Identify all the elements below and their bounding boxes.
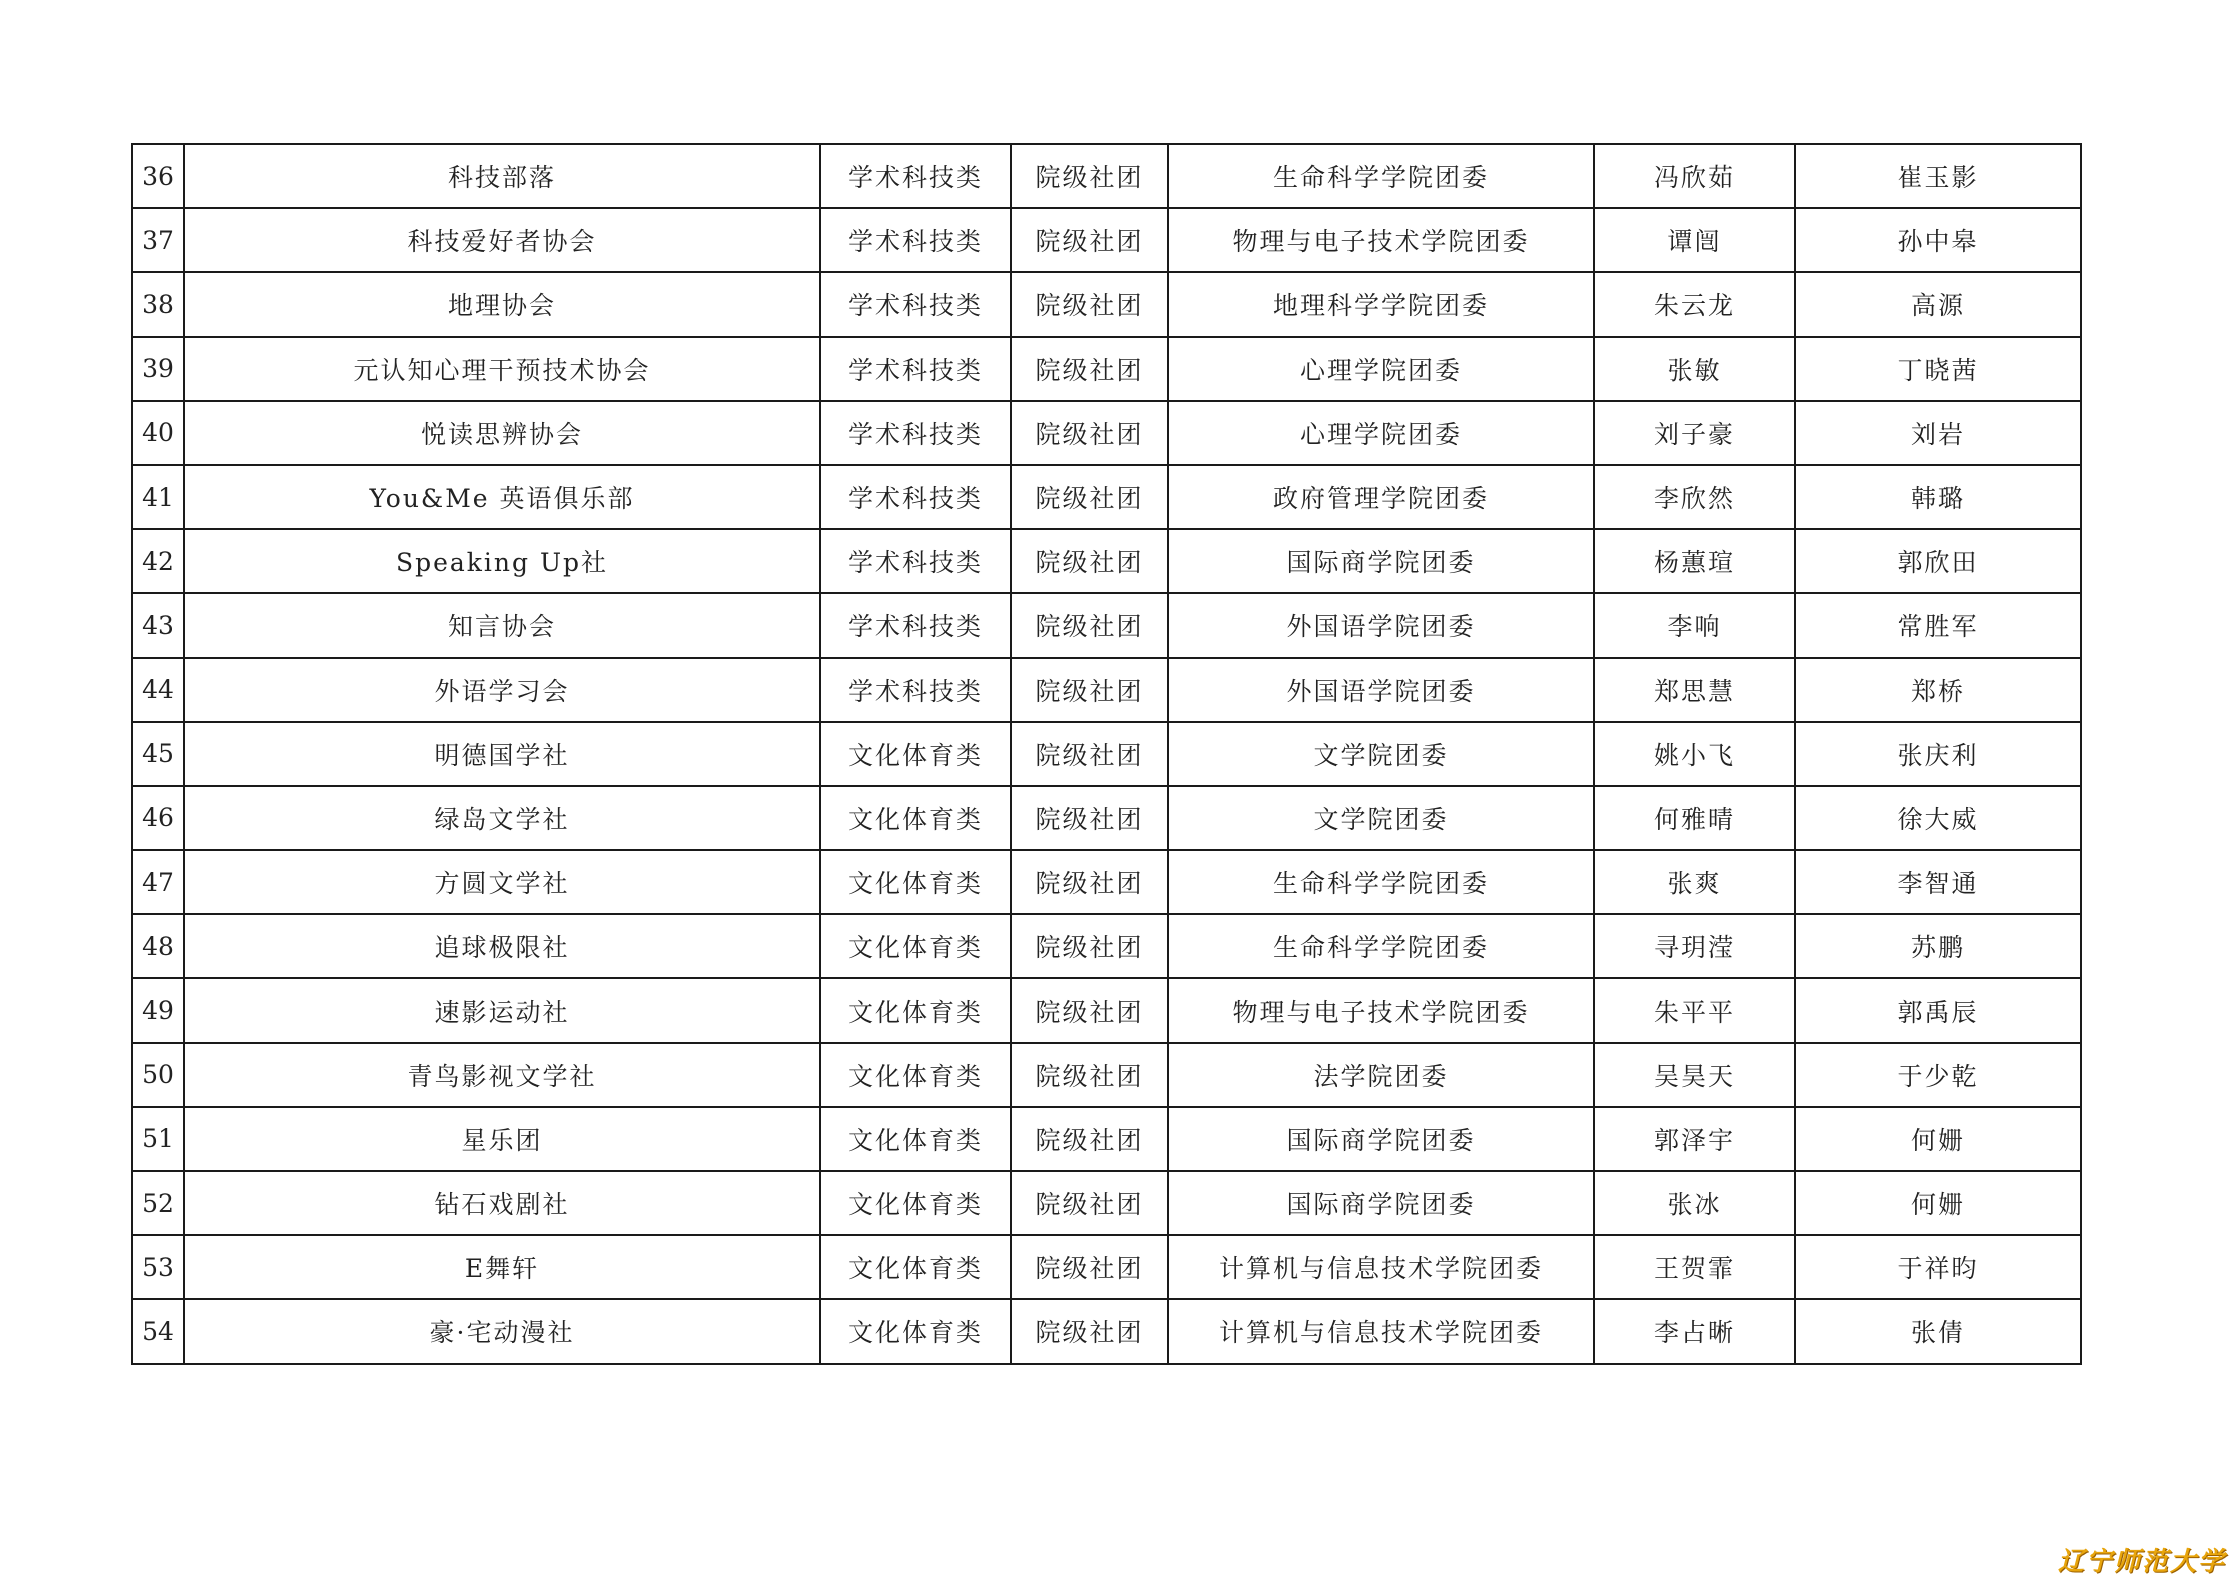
supervising-unit-cell: 物理与电子技术学院团委 — [1168, 978, 1594, 1042]
club-leader-cell: 姚小飞 — [1594, 722, 1795, 786]
supervising-unit-cell: 文学院团委 — [1168, 786, 1594, 850]
club-leader-cell: 杨蕙瑄 — [1594, 529, 1795, 593]
table-row — [132, 1235, 2081, 1299]
row-number-cell: 37 — [132, 208, 184, 272]
club-level-cell: 院级社团 — [1011, 208, 1168, 272]
supervising-unit-cell: 计算机与信息技术学院团委 — [1168, 1235, 1594, 1299]
club-advisor-cell: 何姗 — [1795, 1171, 2081, 1235]
club-category-cell: 学术科技类 — [820, 465, 1011, 529]
club-name-cell: 绿岛文学社 — [184, 786, 820, 850]
club-name-cell: 速影运动社 — [184, 978, 820, 1042]
supervising-unit-cell: 国际商学院团委 — [1168, 1171, 1594, 1235]
row-number-cell: 36 — [132, 144, 184, 208]
club-leader-cell: 张爽 — [1594, 850, 1795, 914]
club-name-cell: 科技爱好者协会 — [184, 208, 820, 272]
supervising-unit-cell: 生命科学学院团委 — [1168, 144, 1594, 208]
row-number-cell: 51 — [132, 1107, 184, 1171]
supervising-unit-cell: 国际商学院团委 — [1168, 529, 1594, 593]
club-category-cell: 文化体育类 — [820, 722, 1011, 786]
club-advisor-cell: 徐大威 — [1795, 786, 2081, 850]
club-leader-cell: 朱云龙 — [1594, 272, 1795, 336]
club-name-cell: 元认知心理干预技术协会 — [184, 337, 820, 401]
table-row — [132, 1043, 2081, 1107]
club-level-cell: 院级社团 — [1011, 529, 1168, 593]
club-level-cell: 院级社团 — [1011, 978, 1168, 1042]
club-category-cell: 文化体育类 — [820, 1107, 1011, 1171]
club-advisor-cell: 刘岩 — [1795, 401, 2081, 465]
club-leader-cell: 张敏 — [1594, 337, 1795, 401]
club-level-cell: 院级社团 — [1011, 914, 1168, 978]
club-leader-cell: 郭泽宇 — [1594, 1107, 1795, 1171]
club-name-cell: 地理协会 — [184, 272, 820, 336]
club-leader-cell: 李响 — [1594, 593, 1795, 657]
row-number-cell: 41 — [132, 465, 184, 529]
supervising-unit-cell: 生命科学学院团委 — [1168, 850, 1594, 914]
club-category-cell: 文化体育类 — [820, 978, 1011, 1042]
table-row — [132, 1107, 2081, 1171]
row-number-cell: 42 — [132, 529, 184, 593]
club-advisor-cell: 于祥昀 — [1795, 1235, 2081, 1299]
supervising-unit-cell: 国际商学院团委 — [1168, 1107, 1594, 1171]
club-advisor-cell: 丁晓茜 — [1795, 337, 2081, 401]
club-advisor-cell: 崔玉影 — [1795, 144, 2081, 208]
club-name-cell: 知言协会 — [184, 593, 820, 657]
club-category-cell: 学术科技类 — [820, 529, 1011, 593]
supervising-unit-cell: 物理与电子技术学院团委 — [1168, 208, 1594, 272]
club-advisor-cell: 高源 — [1795, 272, 2081, 336]
row-number-cell: 50 — [132, 1043, 184, 1107]
club-advisor-cell: 郭禹辰 — [1795, 978, 2081, 1042]
club-category-cell: 学术科技类 — [820, 401, 1011, 465]
row-number-cell: 46 — [132, 786, 184, 850]
table-row — [132, 914, 2081, 978]
club-name-cell: 明德国学社 — [184, 722, 820, 786]
club-name-cell: 方圆文学社 — [184, 850, 820, 914]
club-level-cell: 院级社团 — [1011, 1299, 1168, 1363]
row-number-cell: 49 — [132, 978, 184, 1042]
supervising-unit-cell: 政府管理学院团委 — [1168, 465, 1594, 529]
table-row — [132, 144, 2081, 208]
club-category-cell: 文化体育类 — [820, 1171, 1011, 1235]
club-name-cell: E舞轩 — [184, 1235, 820, 1299]
club-name-cell: 星乐团 — [184, 1107, 820, 1171]
club-name-cell: 科技部落 — [184, 144, 820, 208]
table-row — [132, 786, 2081, 850]
club-leader-cell: 寻玥滢 — [1594, 914, 1795, 978]
club-category-cell: 学术科技类 — [820, 272, 1011, 336]
club-category-cell: 学术科技类 — [820, 208, 1011, 272]
club-category-cell: 文化体育类 — [820, 1299, 1011, 1363]
club-leader-cell: 王贺霏 — [1594, 1235, 1795, 1299]
club-advisor-cell: 张庆利 — [1795, 722, 2081, 786]
club-leader-cell: 朱平平 — [1594, 978, 1795, 1042]
table-row — [132, 529, 2081, 593]
club-advisor-cell: 郑桥 — [1795, 658, 2081, 722]
club-advisor-cell: 何姗 — [1795, 1107, 2081, 1171]
club-category-cell: 文化体育类 — [820, 1235, 1011, 1299]
table-row — [132, 978, 2081, 1042]
club-name-cell: 豪·宅动漫社 — [184, 1299, 820, 1363]
club-name-cell: You&Me 英语俱乐部 — [184, 465, 820, 529]
supervising-unit-cell: 心理学院团委 — [1168, 401, 1594, 465]
club-category-cell: 文化体育类 — [820, 786, 1011, 850]
club-leader-cell: 吴昊天 — [1594, 1043, 1795, 1107]
table-row — [132, 465, 2081, 529]
club-leader-cell: 郑思慧 — [1594, 658, 1795, 722]
club-advisor-cell: 李智通 — [1795, 850, 2081, 914]
club-category-cell: 学术科技类 — [820, 593, 1011, 657]
club-name-cell: 悦读思辨协会 — [184, 401, 820, 465]
club-leader-cell: 张冰 — [1594, 1171, 1795, 1235]
row-number-cell: 39 — [132, 337, 184, 401]
club-name-cell: 外语学习会 — [184, 658, 820, 722]
club-level-cell: 院级社团 — [1011, 144, 1168, 208]
club-category-cell: 学术科技类 — [820, 337, 1011, 401]
row-number-cell: 43 — [132, 593, 184, 657]
table-row — [132, 337, 2081, 401]
row-number-cell: 53 — [132, 1235, 184, 1299]
club-level-cell: 院级社团 — [1011, 465, 1168, 529]
club-name-cell: 钻石戏剧社 — [184, 1171, 820, 1235]
table-row — [132, 593, 2081, 657]
club-level-cell: 院级社团 — [1011, 401, 1168, 465]
table-row — [132, 272, 2081, 336]
university-watermark: 辽宁师范大学 — [2057, 1547, 2226, 1577]
supervising-unit-cell: 计算机与信息技术学院团委 — [1168, 1299, 1594, 1363]
club-level-cell: 院级社团 — [1011, 786, 1168, 850]
row-number-cell: 38 — [132, 272, 184, 336]
club-name-cell: 青鸟影视文学社 — [184, 1043, 820, 1107]
club-category-cell: 文化体育类 — [820, 1043, 1011, 1107]
club-leader-cell: 何雅晴 — [1594, 786, 1795, 850]
club-name-cell: Speaking Up社 — [184, 529, 820, 593]
table-row — [132, 401, 2081, 465]
supervising-unit-cell: 法学院团委 — [1168, 1043, 1594, 1107]
club-roster-table — [131, 143, 2082, 1365]
club-level-cell: 院级社团 — [1011, 722, 1168, 786]
club-advisor-cell: 苏鹏 — [1795, 914, 2081, 978]
club-category-cell: 学术科技类 — [820, 658, 1011, 722]
row-number-cell: 52 — [132, 1171, 184, 1235]
row-number-cell: 54 — [132, 1299, 184, 1363]
row-number-cell: 45 — [132, 722, 184, 786]
club-category-cell: 学术科技类 — [820, 144, 1011, 208]
club-category-cell: 文化体育类 — [820, 914, 1011, 978]
supervising-unit-cell: 文学院团委 — [1168, 722, 1594, 786]
club-advisor-cell: 张倩 — [1795, 1299, 2081, 1363]
club-advisor-cell: 常胜军 — [1795, 593, 2081, 657]
club-name-cell: 追球极限社 — [184, 914, 820, 978]
row-number-cell: 44 — [132, 658, 184, 722]
row-number-cell: 40 — [132, 401, 184, 465]
table-row — [132, 1171, 2081, 1235]
club-advisor-cell: 韩璐 — [1795, 465, 2081, 529]
table-row — [132, 722, 2081, 786]
supervising-unit-cell: 心理学院团委 — [1168, 337, 1594, 401]
table-row — [132, 208, 2081, 272]
club-level-cell: 院级社团 — [1011, 1171, 1168, 1235]
club-level-cell: 院级社团 — [1011, 1235, 1168, 1299]
club-level-cell: 院级社团 — [1011, 337, 1168, 401]
table-row — [132, 850, 2081, 914]
supervising-unit-cell: 地理科学学院团委 — [1168, 272, 1594, 336]
club-level-cell: 院级社团 — [1011, 272, 1168, 336]
supervising-unit-cell: 外国语学院团委 — [1168, 593, 1594, 657]
club-leader-cell: 谭闿 — [1594, 208, 1795, 272]
table-row — [132, 1299, 2081, 1363]
club-category-cell: 文化体育类 — [820, 850, 1011, 914]
club-advisor-cell: 孙中皋 — [1795, 208, 2081, 272]
club-level-cell: 院级社团 — [1011, 1107, 1168, 1171]
club-advisor-cell: 于少乾 — [1795, 1043, 2081, 1107]
club-level-cell: 院级社团 — [1011, 1043, 1168, 1107]
club-advisor-cell: 郭欣田 — [1795, 529, 2081, 593]
club-leader-cell: 刘子豪 — [1594, 401, 1795, 465]
club-level-cell: 院级社团 — [1011, 593, 1168, 657]
row-number-cell: 47 — [132, 850, 184, 914]
supervising-unit-cell: 外国语学院团委 — [1168, 658, 1594, 722]
roster-body — [132, 144, 2081, 1364]
supervising-unit-cell: 生命科学学院团委 — [1168, 914, 1594, 978]
table-row — [132, 658, 2081, 722]
club-level-cell: 院级社团 — [1011, 658, 1168, 722]
club-leader-cell: 李占晰 — [1594, 1299, 1795, 1363]
club-leader-cell: 李欣然 — [1594, 465, 1795, 529]
club-leader-cell: 冯欣茹 — [1594, 144, 1795, 208]
club-level-cell: 院级社团 — [1011, 850, 1168, 914]
row-number-cell: 48 — [132, 914, 184, 978]
